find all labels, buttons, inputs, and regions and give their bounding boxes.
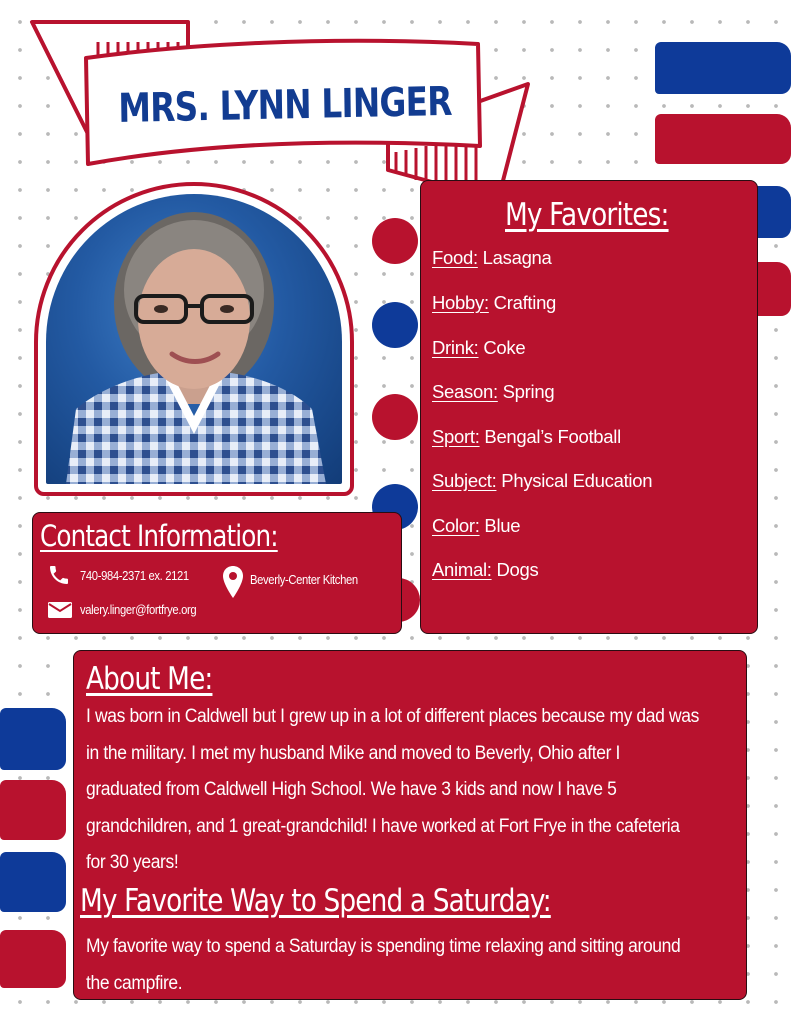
favorite-value: Bengal’s Football <box>484 426 621 447</box>
about-line: grandchildren, and 1 great-grandchild! I have worked at Fort Frye in the cafeteria <box>86 815 680 837</box>
favorite-color <box>432 515 520 537</box>
saturday-line: My favorite way to spend a Saturday is spending time relaxing and sitting around <box>86 936 681 957</box>
favorite-drink <box>432 337 525 359</box>
favorite-value: Coke <box>483 337 526 358</box>
favorite-value: Blue <box>484 515 521 536</box>
contact-location: Beverly-Center Kitchen <box>250 573 358 587</box>
saturday-line: the campfire. <box>86 972 183 994</box>
saturday-title: My Favorite Way to Spend a Saturday: <box>80 883 551 919</box>
decorative-dot <box>372 302 418 348</box>
saturday-text <box>86 929 721 1002</box>
about-card <box>73 650 747 1000</box>
about-title: About Me: <box>86 661 213 697</box>
favorite-key: Sport: <box>432 426 480 447</box>
decorative-stripe-red <box>655 114 791 164</box>
about-text <box>86 699 721 882</box>
about-line: I was born in Caldwell but I grew up in a lot of different places because my dad was <box>86 706 699 727</box>
contact-email[interactable]: valery.linger@fortfrye.org <box>80 603 197 617</box>
favorite-key: Subject: <box>432 470 497 491</box>
decorative-dot <box>372 394 418 440</box>
favorites-card <box>420 180 758 634</box>
favorite-value: Crafting <box>493 292 557 313</box>
phone-icon <box>47 563 71 587</box>
decorative-stripe-red <box>0 930 66 988</box>
contact-card <box>32 512 402 634</box>
about-line: graduated from Caldwell High School. We have 3 kids and now I have 5 <box>86 779 617 800</box>
favorite-food <box>432 247 552 269</box>
favorite-key: Food: <box>432 247 478 268</box>
favorite-key: Animal: <box>432 559 492 580</box>
contact-title: Contact Information: <box>40 519 278 553</box>
favorites-title: My Favorites: <box>505 197 669 233</box>
decorative-stripe-red <box>0 780 66 840</box>
decorative-stripe-blue <box>0 852 66 912</box>
location-pin-icon <box>222 565 244 599</box>
decorative-dot <box>372 218 418 264</box>
email-icon <box>47 600 73 620</box>
favorite-season <box>432 381 554 403</box>
favorite-value: Physical Education <box>501 470 653 491</box>
favorite-key: Hobby: <box>432 292 489 313</box>
favorite-key: Season: <box>432 381 498 402</box>
about-line: in the military. I met my husband Mike and moved to Beverly, Ohio after I <box>86 742 621 764</box>
portrait-photo <box>46 194 342 484</box>
favorite-key: Drink: <box>432 337 479 358</box>
decorative-stripe-blue <box>0 708 66 770</box>
favorite-value: Lasagna <box>482 247 552 268</box>
favorite-value: Spring <box>502 381 555 402</box>
favorite-sport <box>432 426 621 448</box>
favorite-subject <box>432 470 652 492</box>
favorite-value: Dogs <box>496 559 539 580</box>
decorative-stripe-blue <box>655 42 791 94</box>
teacher-name: MRS. LYNN LINGER <box>118 78 452 132</box>
favorite-key: Color: <box>432 515 480 536</box>
contact-phone[interactable]: 740-984-2371 ex. 2121 <box>80 569 189 583</box>
favorite-animal <box>432 559 538 581</box>
about-line: for 30 years! <box>86 852 179 873</box>
favorite-hobby <box>432 292 556 314</box>
